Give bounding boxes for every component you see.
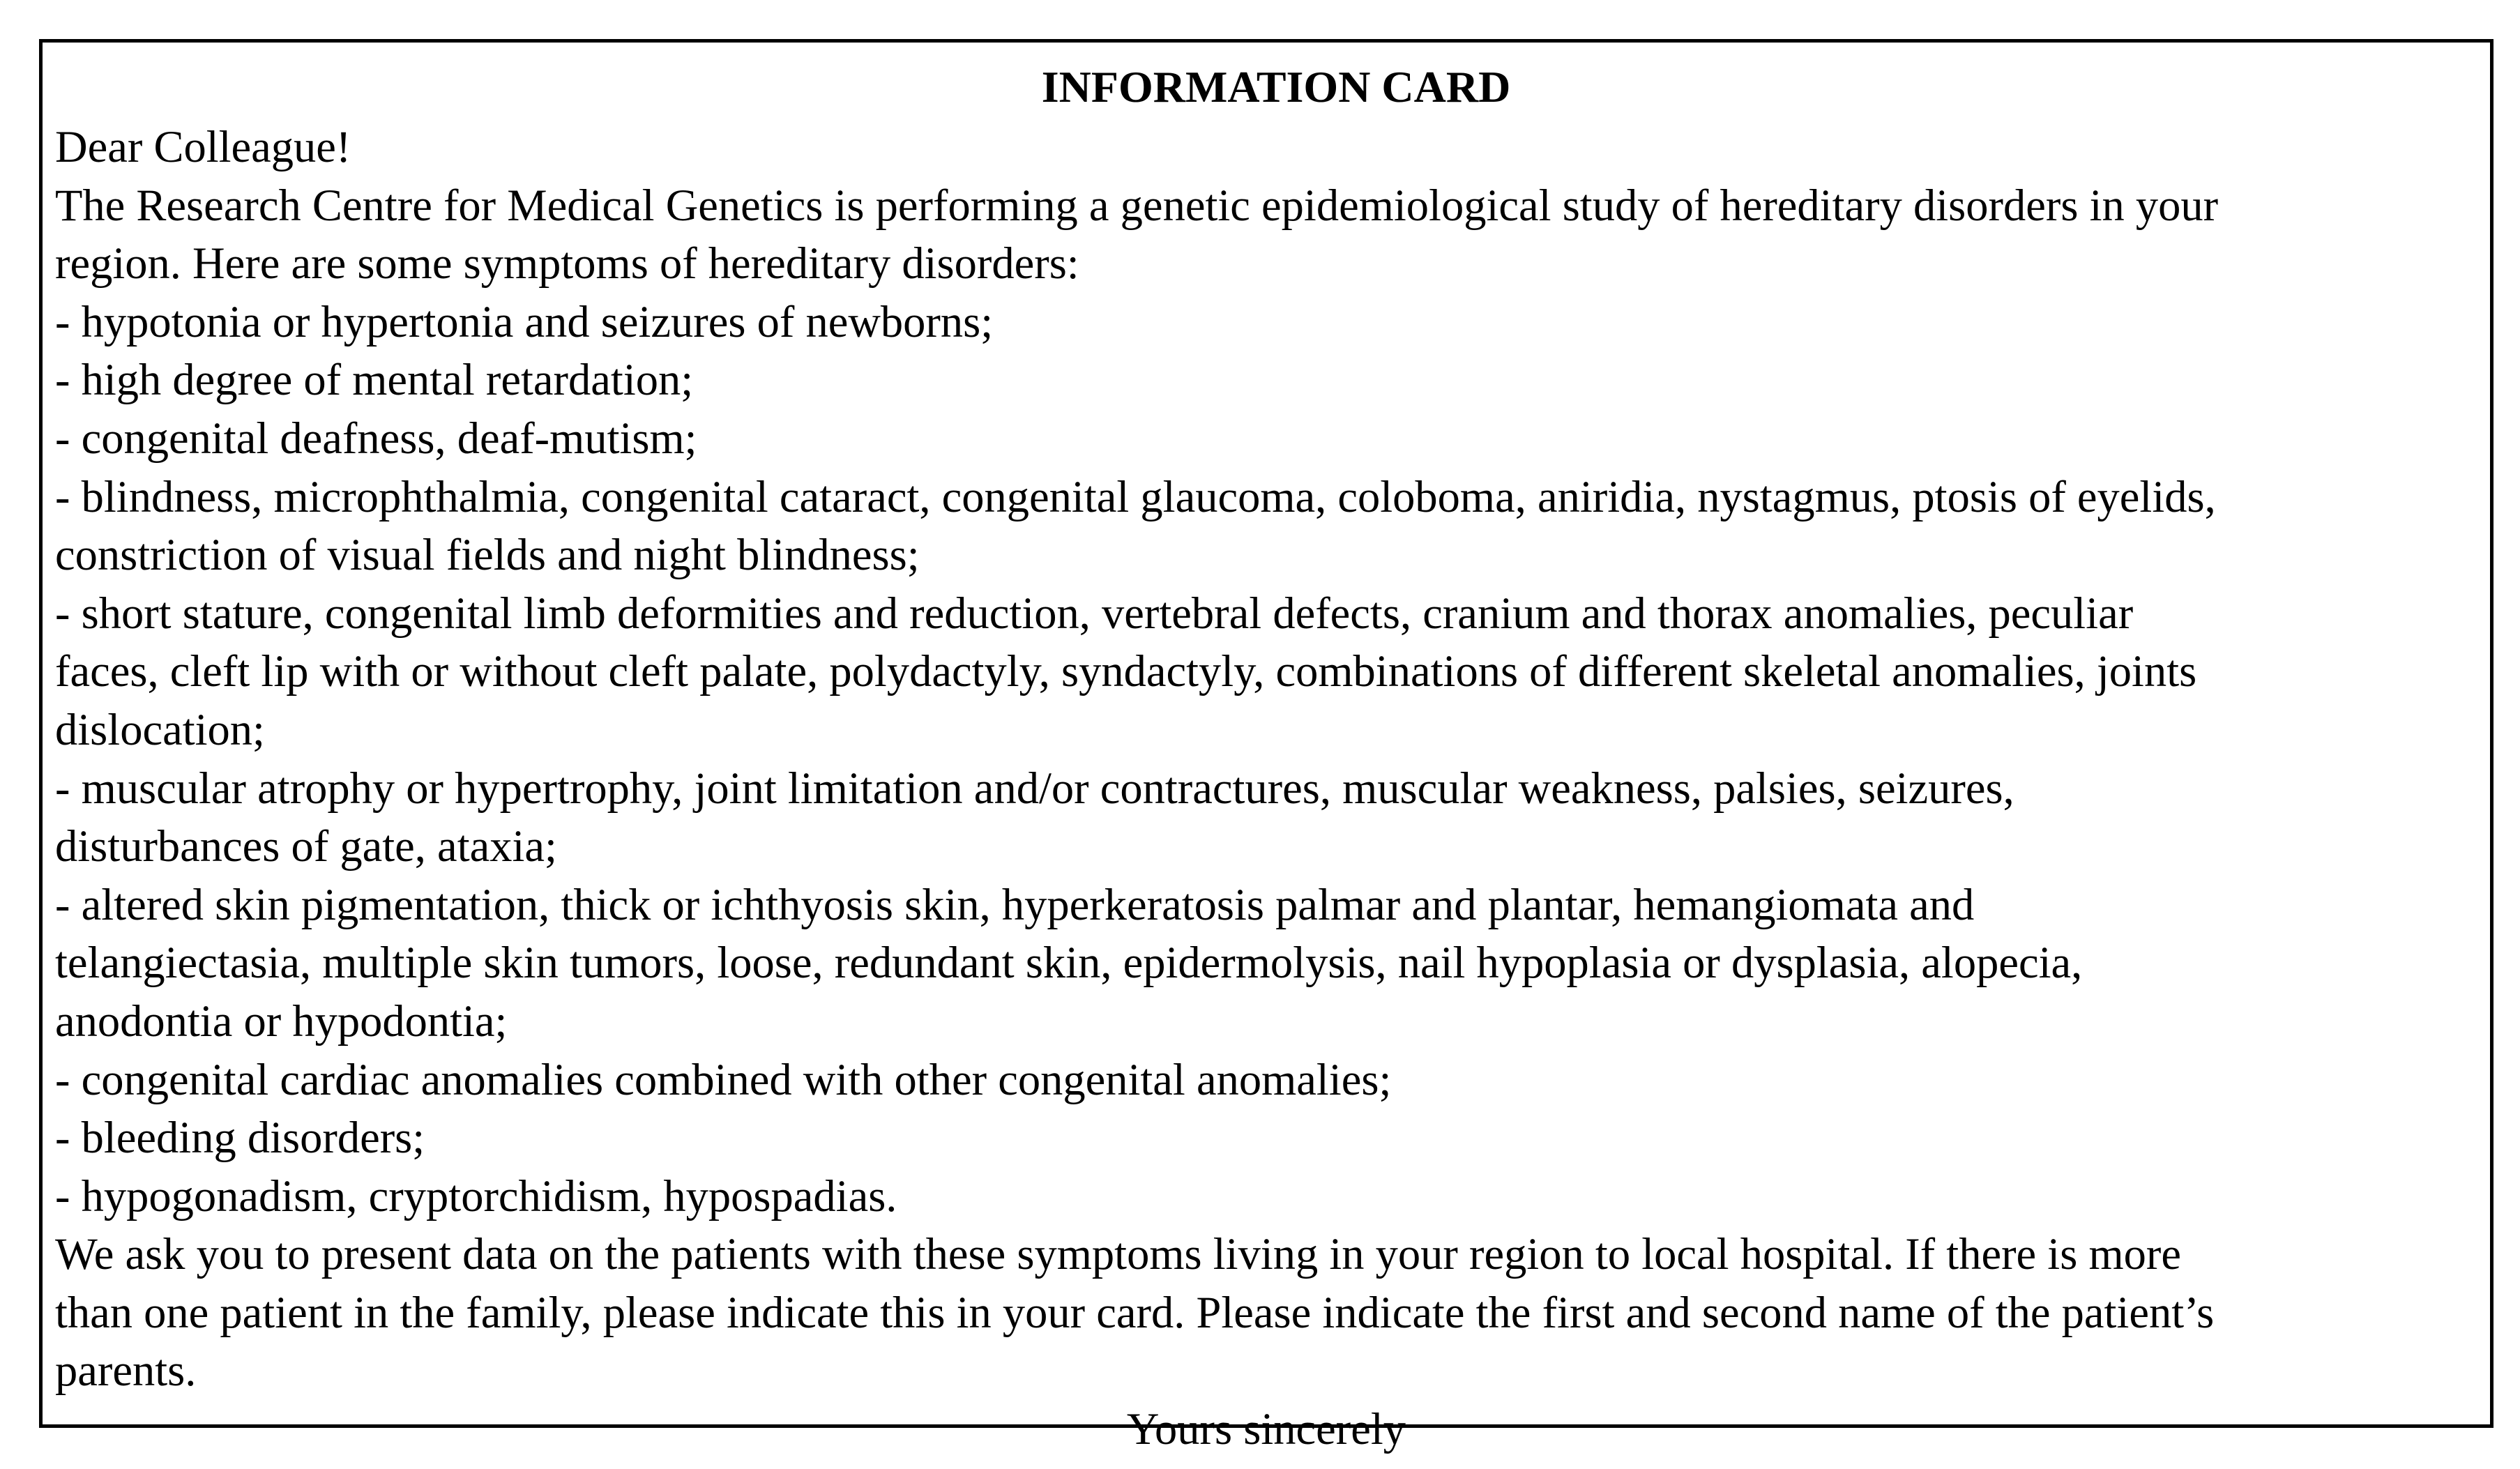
closing-signoff: Yours sincerely [1126,1404,1406,1454]
intro-line: region. Here are some symptoms of hereditary disorders: [55,238,1079,289]
symptom-line: faces, cleft lip with or without cleft palate, polydactyly, syndactyly, combinations of different skeletal anomalies, joints [55,646,2197,697]
symptom-line: - hypogonadism, cryptorchidism, hypospadias. [55,1171,897,1221]
symptom-line: telangiectasia, multiple skin tumors, loose, redundant skin, epidermolysis, nail hypoplasia or dysplasia, alopecia, [55,938,2083,988]
symptom-line: - muscular atrophy or hypertrophy, joint limitation and/or contractures, muscular weakness, palsies, seizures, [55,763,2014,813]
symptom-line: - short stature, congenital limb deformities and reduction, vertebral defects, cranium and thorax anomalies, peculiar [55,588,2134,638]
symptom-line: constriction of visual fields and night blindness; [55,530,920,580]
symptom-line: - blindness, microphthalmia, congenital cataract, congenital glaucoma, coloboma, aniridia, nystagmus, ptosis of eyelids, [55,471,2216,522]
request-line: We ask you to present data on the patients with these symptoms living in your region to local hospital. If there is more [55,1229,2181,1279]
request-line: parents. [55,1346,197,1396]
symptom-line: - high degree of mental retardation; [55,355,694,405]
symptom-line: - bleeding disorders; [55,1113,425,1163]
card-title: INFORMATION CARD [1041,62,1511,112]
information-card [39,39,2494,1454]
greeting-line: Dear Colleague! [55,122,351,172]
symptom-line: - congenital deafness, deaf-mutism; [55,413,697,463]
symptom-line: dislocation; [55,704,265,754]
intro-line: The Research Centre for Medical Genetics is performing a genetic epidemiological study of hereditary disorders in your [55,180,2219,230]
symptom-line: disturbances of gate, ataxia; [55,821,557,871]
request-line: than one patient in the family, please indicate this in your card. Please indicate the first and second name of the patient’s [55,1287,2215,1337]
symptom-line: - altered skin pigmentation, thick or ichthyosis skin, hyperkeratosis palmar and plantar, hemangiomata and [55,879,1975,929]
symptom-line: anodontia or hypodontia; [55,996,508,1046]
symptom-line: - hypotonia or hypertonia and seizures of newborns; [55,296,994,347]
symptom-line: - congenital cardiac anomalies combined with other congenital anomalies; [55,1054,1392,1104]
